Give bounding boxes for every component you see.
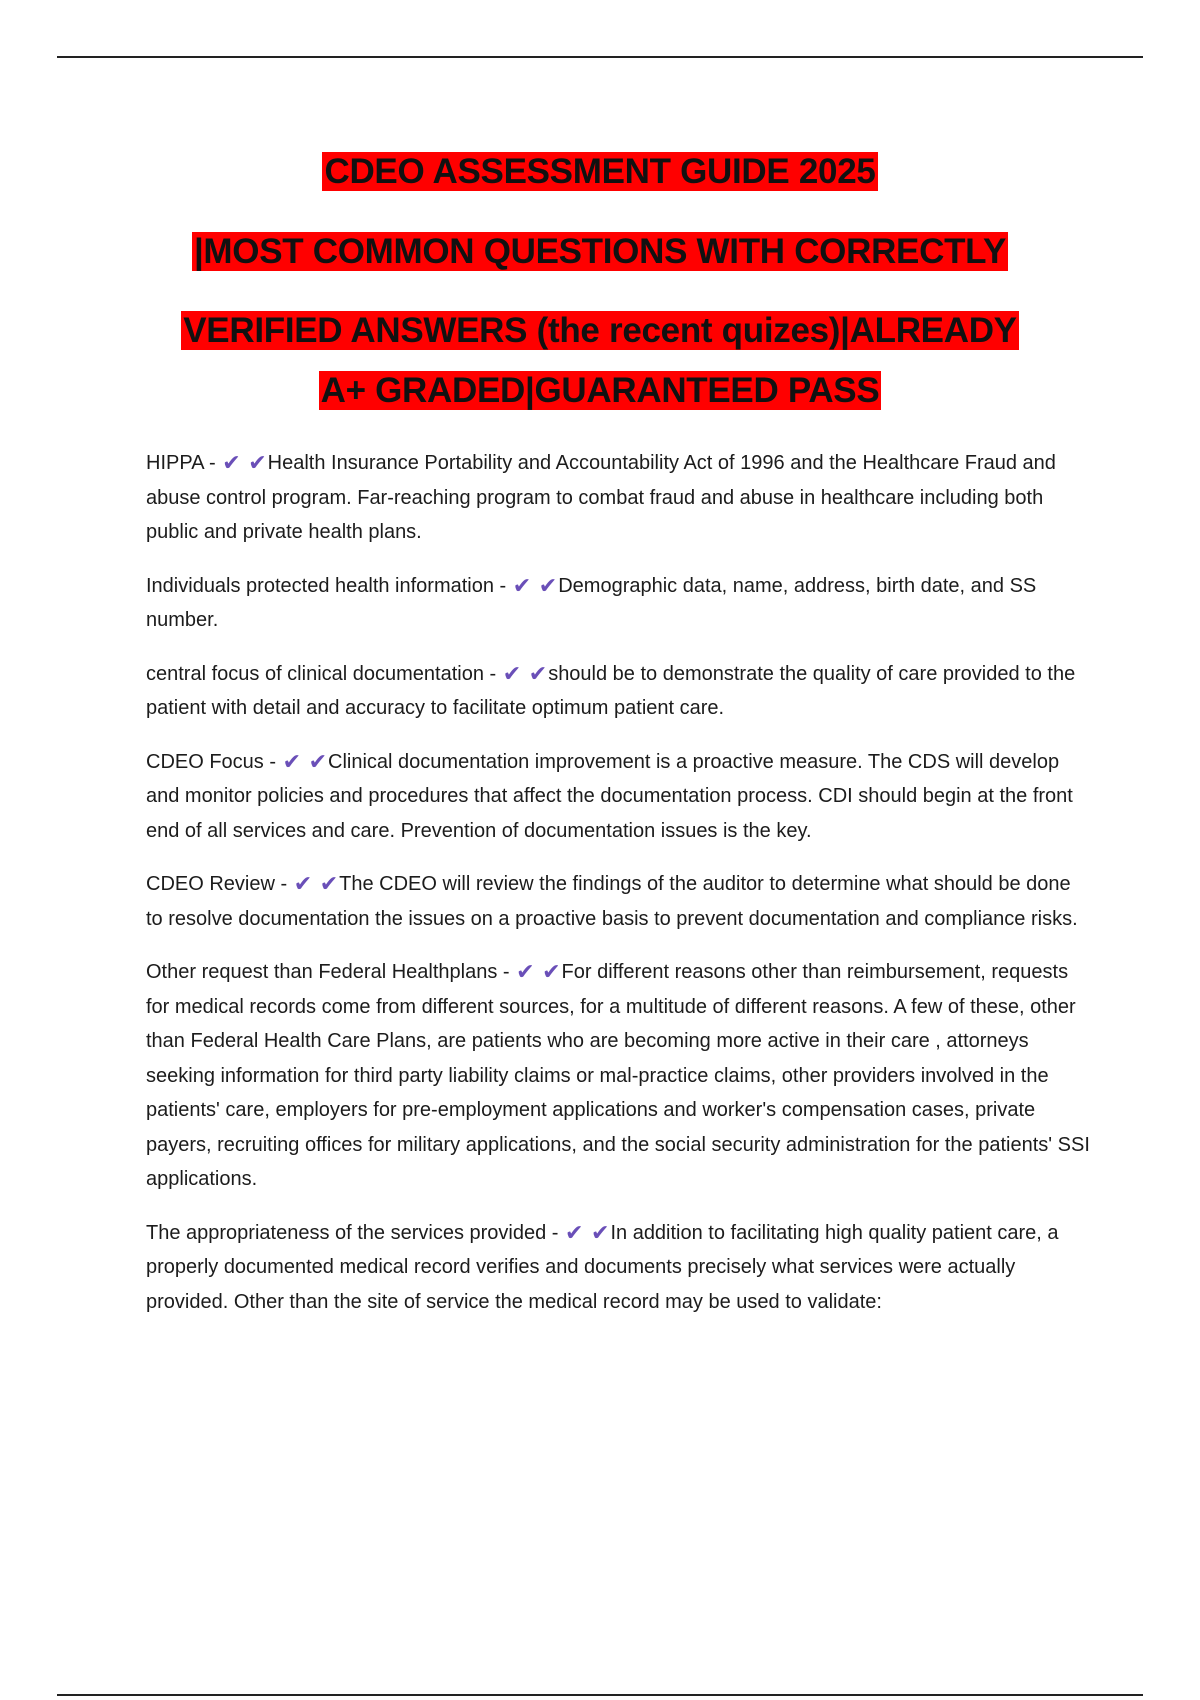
qa-term: The appropriateness of the services provided: [146, 1221, 547, 1244]
qa-separator: -: [546, 1221, 565, 1244]
qa-answer: The CDEO will review the findings of the auditor to determine what should be done to resolve documentation the issues on a proactive basis to prevent documentation and compliance risks.: [146, 873, 1078, 930]
qa-answer: Demographic data, name, address, birth date, and SS number.: [146, 574, 1037, 631]
title-line-1-text: CDEO ASSESSMENT GUIDE 2025: [324, 152, 876, 191]
bottom-rule: [57, 1694, 1143, 1696]
check-icon: ✔: [512, 573, 532, 599]
qa-separator: -: [497, 961, 516, 983]
qa-term: Other request than Federal Healthplans: [146, 961, 498, 983]
qa-item-protected-health-info: [146, 569, 1091, 638]
qa-term: Individuals protected health information: [146, 574, 494, 597]
title-line-2-text: |MOST COMMON QUESTIONS WITH CORRECTLY: [193, 232, 1007, 271]
title-line-4-text: A+ GRADED|GUARANTEED PASS: [320, 371, 880, 410]
check-icon: ✔: [502, 661, 522, 687]
qa-item-appropriateness: [146, 1216, 1091, 1320]
check-icon: ✔: [516, 960, 535, 985]
qa-answer: In addition to facilitating high quality patient care, a properly documented medical record verifies and documents precisely what services were actually provided. Other than the site of service the medical record may be used to validate:: [146, 1221, 1059, 1313]
qa-answer: Health Insurance Portability and Accountability Act of 1996 and the Healthcare Fraud and abuse control program. Far-reaching program to combat fraud and abuse in healthcare including both public and private health plans.: [146, 452, 1056, 543]
check-icon: ✔: [282, 749, 302, 775]
top-rule: [57, 56, 1143, 58]
check-icon: ✔: [542, 960, 561, 985]
check-icon: ✔: [538, 573, 558, 599]
document-title: [0, 146, 1200, 417]
qa-item-other-requests: [146, 955, 1091, 1197]
check-icon: ✔: [248, 451, 267, 476]
qa-answer: For different reasons other than reimbursement, requests for medical records come from different sources, for a multitude of different reasons. A few of these, other than Federal Health Care Plans, are patients who are becoming more active in their care , attorneys seeking information for third party liability claims or mal-practice claims, other providers involved in the patients' care, employers for pre-employment applications and worker's compensation cases, private payers, recruiting offices for military applications, and the social security administration for the patients' SSI applications.: [146, 961, 1090, 1190]
qa-separator: -: [274, 873, 293, 895]
qa-separator: -: [494, 574, 512, 597]
qa-list: [146, 446, 1091, 1338]
qa-term: CDEO Focus: [146, 750, 264, 773]
qa-item-central-focus: [146, 657, 1091, 726]
title-line-1: [0, 146, 1200, 198]
check-icon: ✔: [591, 1220, 610, 1246]
check-icon: ✔: [528, 661, 548, 687]
qa-term: central focus of clinical documentation: [146, 662, 484, 685]
title-line-3-text: VERIFIED ANSWERS (the recent quizes)|ALREADY: [183, 311, 1017, 350]
check-icon: ✔: [565, 1220, 584, 1246]
qa-answer: should be to demonstrate the quality of care provided to the patient with detail and accuracy to facilitate optimum patient care.: [146, 662, 1076, 719]
title-line-4: [0, 365, 1200, 417]
qa-separator: -: [203, 452, 222, 474]
qa-term: HIPPA: [146, 452, 204, 474]
check-icon: ✔: [293, 872, 313, 897]
title-line-2: [0, 226, 1200, 278]
qa-answer: Clinical documentation improvement is a proactive measure. The CDS will develop and monitor policies and procedures that affect the documentation process. CDI should begin at the front end of all services and care. Prevention of documentation issues is the key.: [146, 750, 1073, 842]
check-icon: ✔: [319, 872, 339, 897]
qa-term: CDEO Review: [146, 873, 275, 895]
qa-separator: -: [483, 662, 502, 685]
check-icon: ✔: [222, 451, 241, 476]
check-icon: ✔: [308, 749, 328, 775]
qa-item-cdeo-focus: [146, 745, 1091, 849]
title-line-3: [0, 305, 1200, 357]
qa-item-cdeo-review: [146, 867, 1091, 936]
qa-separator: -: [263, 750, 282, 773]
qa-item-hippa: [146, 446, 1091, 550]
